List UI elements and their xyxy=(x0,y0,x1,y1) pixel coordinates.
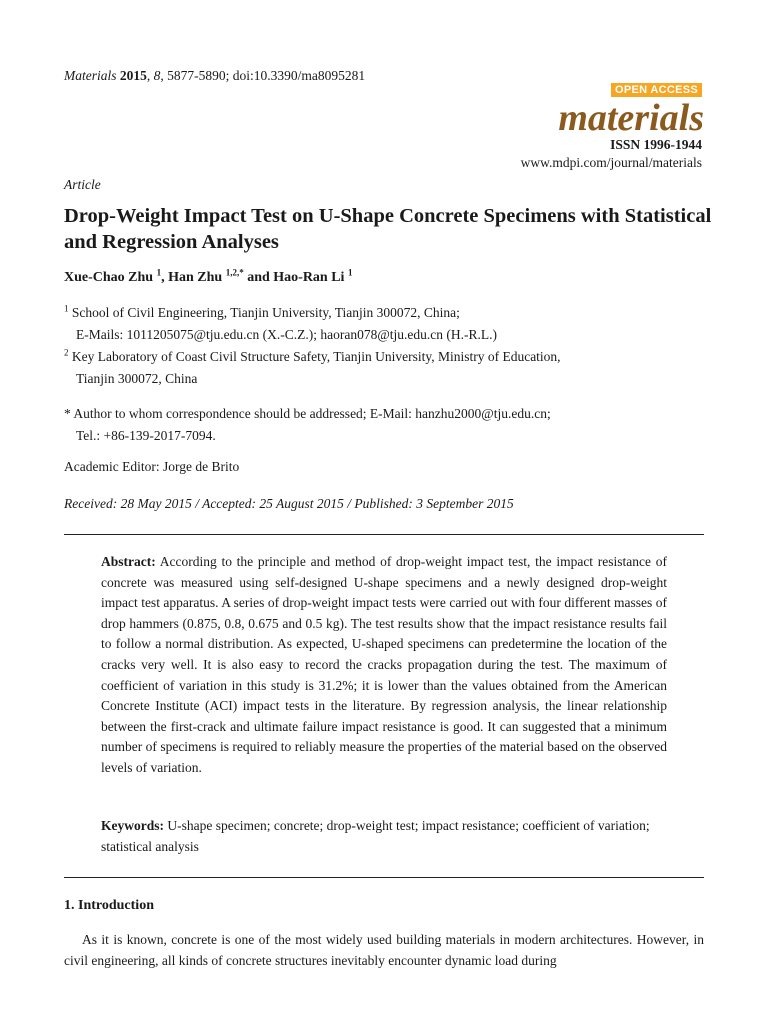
intro-text: As it is known, concrete is one of the most widely used building materials in modern architectures. However, in civil engineering, all kinds of concrete structures inevitably encounter dynamic load during xyxy=(64,932,704,968)
author-list xyxy=(64,267,353,286)
author-separator: and xyxy=(243,270,274,285)
issn: ISSN 1996-1944 xyxy=(610,137,702,152)
correspondence-phone: Tel.: +86-139-2017-7094. xyxy=(76,428,216,443)
author-affiliation-sup: 1 xyxy=(156,267,162,278)
divider xyxy=(64,877,704,878)
abstract-text: According to the principle and method of drop-weight impact test, the impact resistance of concrete was measured using self-designed U-shape specimens and a newly designed drop-weight impact test apparatus. A series of drop-weight impact tests were carried out with four different masses of drop hammers (0.875, 0.8, 0.675 and 0.5 kg). The test results show that the impact resistance results fail to follow a normal distribution. As expected, U-shaped specimens can predetermine the location of the cracks very well. It is also easy to record the cracks propagation during the test. The maximum of coefficient of variation in this study is 31.2%; it is lower than the values obtained from the American Concrete Institute (ACI) impact tests in the literature. By regression analysis, the linear relationship between the first-crack and ultimate failure impact resistance is good. It can suggested that a minimum number of specimens is required to reliably measure the properties of the material based on the observed levels of variation. xyxy=(101,554,667,775)
author-name: Han Zhu xyxy=(168,270,223,285)
journal-logo: materials xyxy=(558,97,704,139)
citation-journal-name: Materials xyxy=(64,68,117,83)
citation-rest: , 5877-5890; doi:10.3390/ma8095281 xyxy=(160,68,366,83)
correspondence xyxy=(64,403,551,447)
divider xyxy=(64,534,704,535)
keywords-label: Keywords: xyxy=(101,818,164,833)
citation-year: 2015 xyxy=(119,68,147,83)
section-heading: 1. Introduction xyxy=(64,898,154,913)
affiliation-sup: 2 xyxy=(64,347,69,358)
correspondence-line: * Author to whom correspondence should be addressed; E-Mail: hanzhu2000@tju.edu.cn; xyxy=(64,406,551,421)
author-affiliation-sup: 1 xyxy=(347,267,353,278)
affiliation-line xyxy=(64,346,561,368)
citation-volume: 8 xyxy=(153,68,161,83)
paper-title: Drop-Weight Impact Test on U-Shape Concrete Specimens with Statistical and Regression Analyses xyxy=(64,205,712,253)
open-access-badge: OPEN ACCESS xyxy=(611,83,702,97)
affiliation-text: School of Civil Engineering, Tianjin University, Tianjin 300072, China; xyxy=(71,305,460,320)
intro-paragraph xyxy=(64,930,704,971)
affiliation-address: Tianjin 300072, China xyxy=(76,371,198,386)
journal-url[interactable]: www.mdpi.com/journal/materials xyxy=(520,155,702,170)
affiliation-line xyxy=(64,302,497,324)
author-name: Hao-Ran Li xyxy=(273,270,345,285)
abstract xyxy=(101,552,667,779)
publication-dates: Received: 28 May 2015 / Accepted: 25 August 2015 / Published: 3 September 2015 xyxy=(64,496,514,511)
affiliation-emails: E-Mails: 1011205075@tju.edu.cn (X.-C.Z.); haoran078@tju.edu.cn (H.-R.L.) xyxy=(76,327,498,342)
author-name: Xue-Chao Zhu xyxy=(64,270,154,285)
abstract-label: Abstract: xyxy=(101,554,156,569)
keywords xyxy=(101,816,667,857)
affiliation-sup: 1 xyxy=(64,303,69,314)
author-separator: , xyxy=(161,270,169,285)
affiliation-text: Key Laboratory of Coast Civil Structure Safety, Tianjin University, Ministry of Education, xyxy=(71,349,561,364)
author-affiliation-sup: 1,2,* xyxy=(225,267,244,278)
article-type: Article xyxy=(64,177,101,192)
keywords-text: U-shape specimen; concrete; drop-weight test; impact resistance; coefficient of variation; statistical analysis xyxy=(101,818,650,854)
affiliation-2 xyxy=(64,346,561,390)
affiliation-1 xyxy=(64,302,497,346)
academic-editor: Academic Editor: Jorge de Brito xyxy=(64,459,240,474)
journal-citation: Materials 2015, 8, 5877-5890; doi:10.3390/ma8095281 xyxy=(64,68,366,83)
